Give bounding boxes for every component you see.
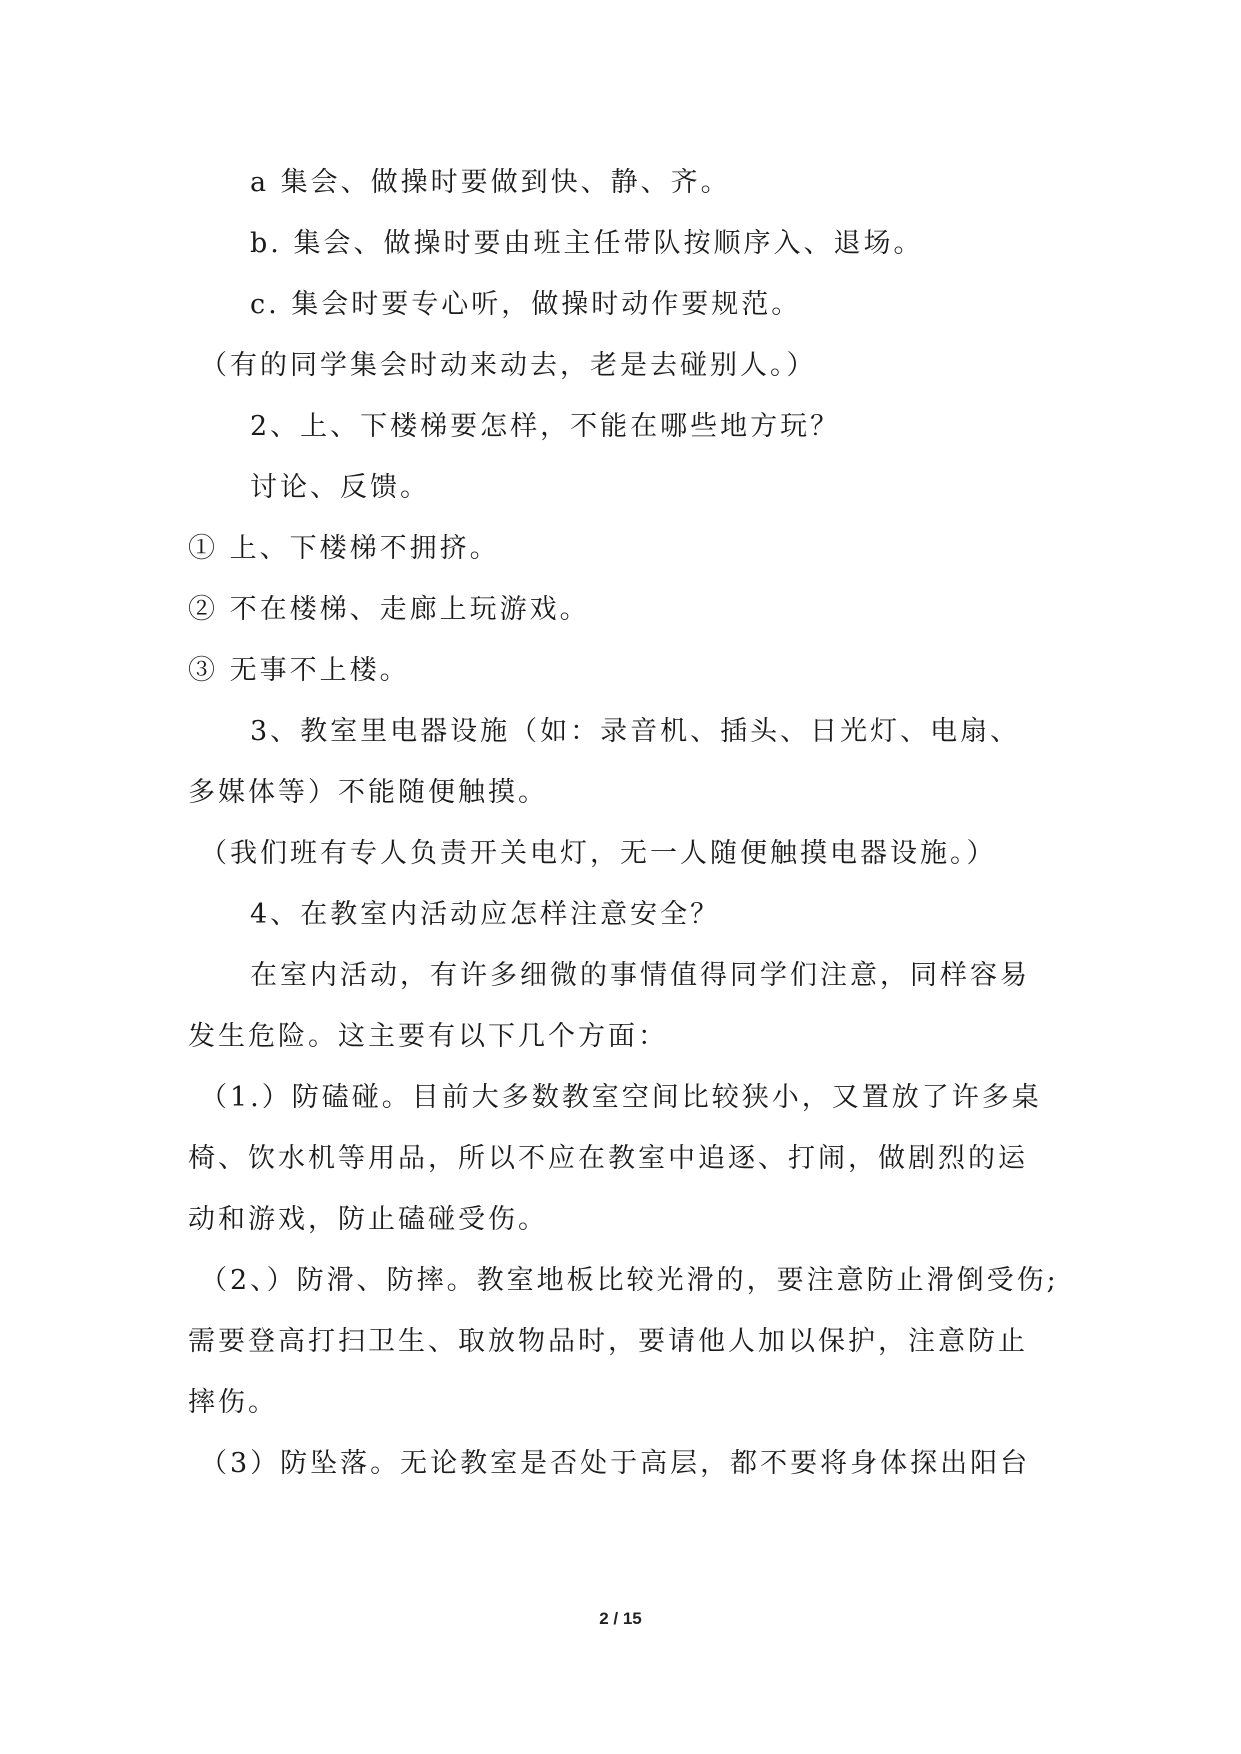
text-line: a 集会、做操时要做到快、静、齐。 [250,167,731,198]
list-item: ② 不在楼梯、走廊上玩游戏。 [188,594,590,625]
text-line: 多媒体等）不能随便触摸。 [188,777,548,808]
list-item: ③ 无事不上楼。 [188,655,410,686]
text-line: 3、教室里电器设施（如：录音机、插头、日光灯、电扇、 [250,716,1021,747]
text-line: （我们班有专人负责开关电灯，无一人随便触摸电器设施。） [200,838,997,869]
text-line: （1.）防磕碰。目前大多数教室空间比较狭小，又置放了许多桌 [200,1082,1042,1113]
text-line: 需要登高打扫卫生、取放物品时，要请他人加以保护，注意防止 [188,1326,1028,1357]
text-line: 动和游戏，防止磕碰受伤。 [188,1204,548,1235]
text-line: （3）防坠落。无论教室是否处于高层，都不要将身体探出阳台 [200,1448,1031,1479]
text-line: （有的同学集会时动来动去，老是去碰别人。） [200,350,817,381]
text-line: 摔伤。 [188,1387,278,1418]
page-number: 2 / 15 [599,1609,642,1628]
text-line: 讨论、反馈。 [250,472,430,503]
text-line: 2、上、下楼梯要怎样，不能在哪些地方玩？ [250,411,841,442]
text-line: 4、在教室内活动应怎样注意安全？ [250,899,721,930]
text-line: 发生危险。这主要有以下几个方面： [188,1021,668,1052]
list-item: ① 上、下楼梯不拥挤。 [188,533,500,564]
text-line: 在室内活动，有许多细微的事情值得同学们注意，同样容易 [250,960,1030,991]
text-line: 椅、饮水机等用品，所以不应在教室中追逐、打闹，做剧烈的运 [188,1143,1028,1174]
text-line: （2、）防滑、防摔。教室地板比较光滑的，要注意防止滑倒受伤; [200,1265,1059,1296]
text-line: c. 集会时要专心听，做操时动作要规范。 [250,289,802,320]
text-line: b. 集会、做操时要由班主任带队按顺序入、退场。 [250,228,924,259]
